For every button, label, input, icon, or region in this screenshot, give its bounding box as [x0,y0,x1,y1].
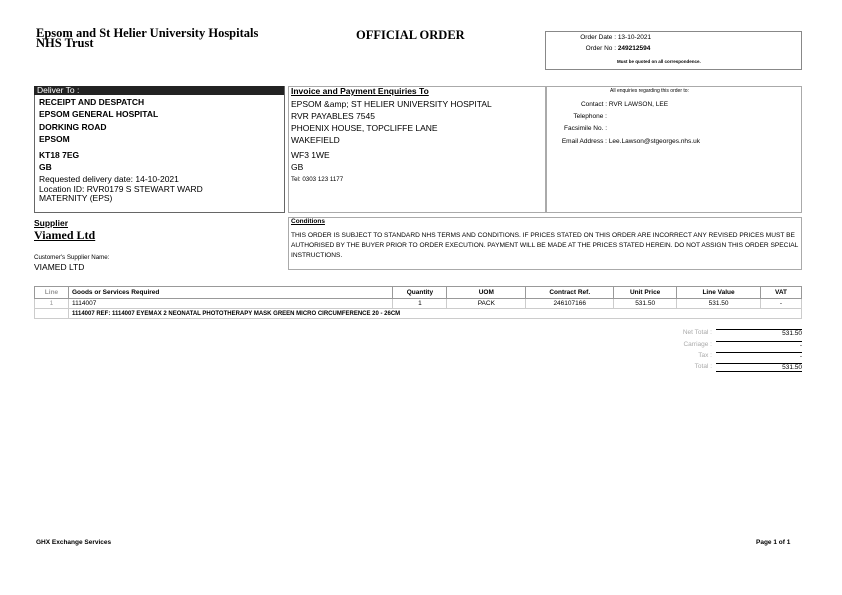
deliver-line: EPSOM [39,134,70,144]
contact-label: Contact : [580,101,607,108]
col-header-goods: Goods or Services Required [68,287,392,299]
col-header-line: Line [35,287,69,299]
cell-uom: PACK [447,299,526,309]
supplier-heading: Supplier [34,218,69,228]
invoice-line: RVR PAYABLES 7545 [291,111,375,121]
tax-label: Tax : [698,352,712,359]
table-header-row [35,287,802,299]
desc-spacer [35,309,69,319]
order-lines-table [34,286,802,319]
tax-value: - [716,352,802,360]
requested-delivery-date: Requested delivery date: 14-10-2021 [39,174,179,184]
order-info-box [545,31,802,70]
order-no-label: Order No : [585,45,616,52]
cell-line: 1 [35,299,69,309]
telephone-label: Telephone : [573,113,607,120]
customer-supplier-label: Customer's Supplier Name: [34,254,110,261]
order-no: 249212594 [617,45,651,52]
col-header-quantity: Quantity [393,287,447,299]
deliver-line: EPSOM GENERAL HOSPITAL [39,109,159,119]
conditions-heading: Conditions [291,218,325,225]
invoice-line: WAKEFIELD [291,135,340,145]
total-label: Total : [694,363,712,370]
fax-label: Facsimile No. : [564,125,607,132]
table-row-description [35,309,802,319]
cell-unit-price: 531.50 [614,299,677,309]
col-header-contract-ref: Contract Ref. [526,287,614,299]
order-date: 13-10-2021 [617,34,652,41]
cell-description: 1114007 REF: 1114007 EYEMAX 2 NEONATAL PHOTOTHERAPY MASK GREEN MICRO CIRCUMFERENCE 20 - 26CM [68,309,801,319]
col-header-unit-price: Unit Price [614,287,677,299]
conditions-text: THIS ORDER IS SUBJECT TO STANDARD NHS TERMS AND CONDITIONS. IF PRICES STATED ON THIS ORDER ARE INCORRECT ANY REVISED PRICES MUST BE AUTHORISED BY THE BUYER PRIOR TO ORDER EXECUTION. PAYMENT WILL BE MADE AT THE PRICES STATED HEREIN. DO NOT ASSIGN THIS ORDER SPECIAL INSTRUCTIONS. [291,232,799,259]
invoice-postcode: WF3 1WE [291,150,330,160]
cell-quantity: 1 [393,299,447,309]
col-header-vat: VAT [760,287,801,299]
invoice-line: EPSOM &amp; ST HELIER UNIVERSITY HOSPITAL [291,99,492,109]
cell-line-value: 531.50 [677,299,761,309]
email-value: Lee.Lawson@stgeorges.nhs.uk [608,138,700,145]
email-label: Email Address : [561,138,607,145]
order-date-label: Order Date : [580,34,616,41]
invoice-line: PHOENIX HOUSE, TOPCLIFFE LANE [291,123,438,133]
table-row [35,299,802,309]
total-value: 531.50 [716,363,802,372]
cell-goods: 1114007 [68,299,392,309]
carriage-value: - [716,341,802,349]
supplier-name: Viamed Ltd [34,228,96,242]
net-total-label: Net Total : [682,329,712,336]
location-line1: Location ID: RVR0179 S STEWART WARD [39,184,203,194]
col-header-uom: UOM [447,287,526,299]
invoice-tel: Tel: 0303 123 1177 [291,176,344,183]
carriage-label: Carriage : [683,341,712,348]
location-line2: MATERNITY (EPS) [39,193,113,203]
deliver-country: GB [39,162,52,172]
deliver-line: DORKING ROAD [39,122,107,132]
org-name-line2: NHS Trust [36,36,94,50]
order-note: Must be quoted on all correspondence. [617,59,701,64]
contact-value: RVR LAWSON, LEE [608,101,669,108]
deliver-line: RECEIPT AND DESPATCH [39,97,145,107]
footer-page-number: Page 1 of 1 [756,539,791,546]
invoice-heading: Invoice and Payment Enquiries To [291,86,429,96]
customer-supplier-name: VIAMED LTD [34,262,85,272]
org-name-line1: Epsom and St Helier University Hospitals [36,26,259,40]
cell-contract-ref: 246107166 [526,299,614,309]
col-header-line-value: Line Value [677,287,761,299]
enquiries-note: All enquiries regarding this order to: [610,88,689,94]
net-total-value: 531.50 [716,329,802,337]
invoice-country: GB [291,162,304,172]
document-title: OFFICIAL ORDER [356,28,465,42]
cell-vat: - [760,299,801,309]
footer-left: GHX Exchange Services [36,539,112,546]
deliver-to-heading: Deliver To : [34,86,284,95]
deliver-postcode: KT18 7EG [39,150,80,160]
